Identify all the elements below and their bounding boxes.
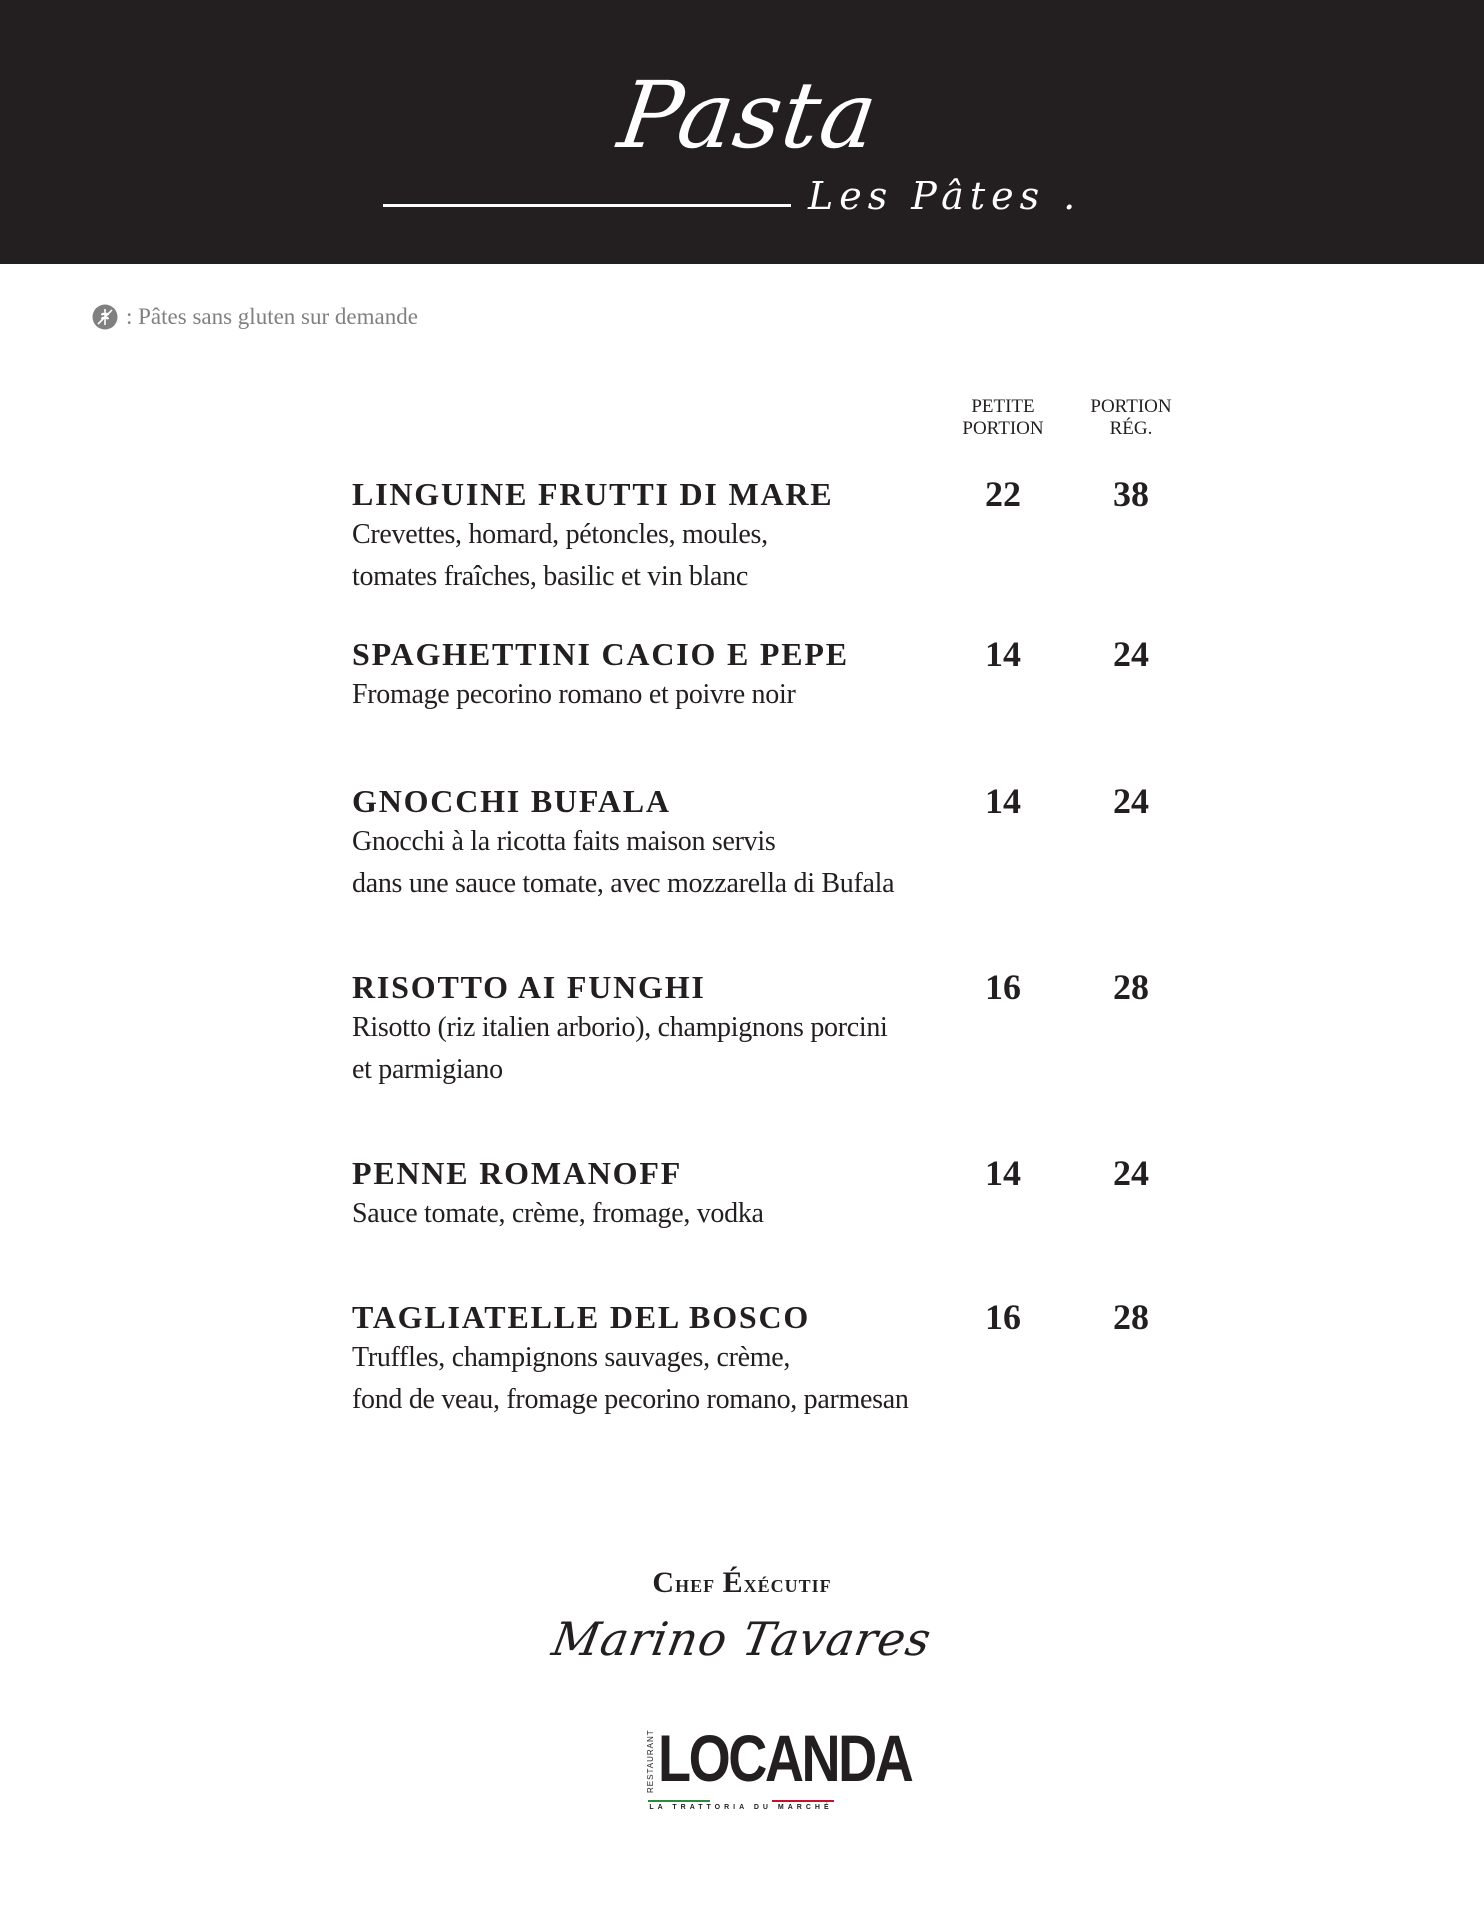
page-title: Pasta (612, 62, 884, 169)
menu-item (352, 474, 1252, 598)
item-name: GNOCCHI BUFALA (352, 783, 671, 819)
price-petite: 14 (985, 634, 1021, 674)
item-description: Truffles, champignons sauvages, crème, fond de veau, fromage pecorino romano, parmesan (352, 1342, 909, 1415)
logo-flag-stripe (648, 1800, 834, 1802)
gluten-free-icon (92, 304, 118, 330)
item-description: Fromage pecorino romano et poivre noir (352, 679, 796, 710)
chef-title: Chef Éxécutif (652, 1566, 832, 1599)
logo-wordmark: LOCANDA (658, 1721, 912, 1795)
menu-item (352, 634, 1252, 716)
price-petite: 14 (985, 1153, 1021, 1193)
price-petite: 16 (985, 967, 1021, 1007)
price-regular: 24 (1113, 781, 1149, 821)
price-petite: 22 (985, 474, 1021, 514)
menu-item (352, 781, 1252, 905)
item-name: SPAGHETTINI CACIO E PEPE (352, 636, 849, 672)
item-name: LINGUINE FRUTTI DI MARE (352, 476, 834, 512)
item-description: Crevettes, homard, pétoncles, moules, tomates fraîches, basilic et vin blanc (352, 519, 768, 592)
page-subtitle: Les Pâtes . (808, 174, 1082, 218)
title-rule (383, 204, 791, 207)
locanda-logo (646, 1721, 912, 1812)
menu-item (352, 967, 1252, 1091)
logo-restaurant-label: RESTAURANT (646, 1729, 655, 1793)
item-name: RISOTTO AI FUNGHI (352, 969, 706, 1005)
flag-green (648, 1800, 710, 1802)
item-name: PENNE ROMANOFF (352, 1155, 683, 1191)
item-description: Sauce tomate, crème, fromage, vodka (352, 1198, 764, 1229)
menu-item (352, 1153, 1252, 1235)
item-name: TAGLIATELLE DEL BOSCO (352, 1299, 811, 1335)
price-regular: 24 (1113, 1153, 1149, 1193)
price-regular: 38 (1113, 474, 1149, 514)
column-header-petite: PETITE PORTION (962, 396, 1044, 439)
price-regular: 28 (1113, 1297, 1149, 1337)
price-petite: 16 (985, 1297, 1021, 1337)
flag-white (710, 1800, 772, 1802)
price-regular: 28 (1113, 967, 1149, 1007)
gluten-free-note (92, 304, 418, 330)
logo-tagline: LA TRATTORIA DU MARCHÉ (649, 1804, 833, 1811)
gluten-free-text: : Pâtes sans gluten sur demande (126, 304, 418, 329)
menu-header (0, 0, 1484, 264)
chef-signature: Marino Tavares (548, 1612, 936, 1666)
item-description: Gnocchi à la ricotta faits maison servis dans une sauce tomate, avec mozzarella di Bufala (352, 826, 895, 899)
menu-item (352, 1297, 1252, 1421)
item-description: Risotto (riz italien arborio), champignons porcini et parmigiano (352, 1012, 888, 1085)
price-regular: 24 (1113, 634, 1149, 674)
price-petite: 14 (985, 781, 1021, 821)
flag-red (772, 1800, 834, 1802)
column-header-regular: PORTION RÉG. (1090, 396, 1172, 439)
